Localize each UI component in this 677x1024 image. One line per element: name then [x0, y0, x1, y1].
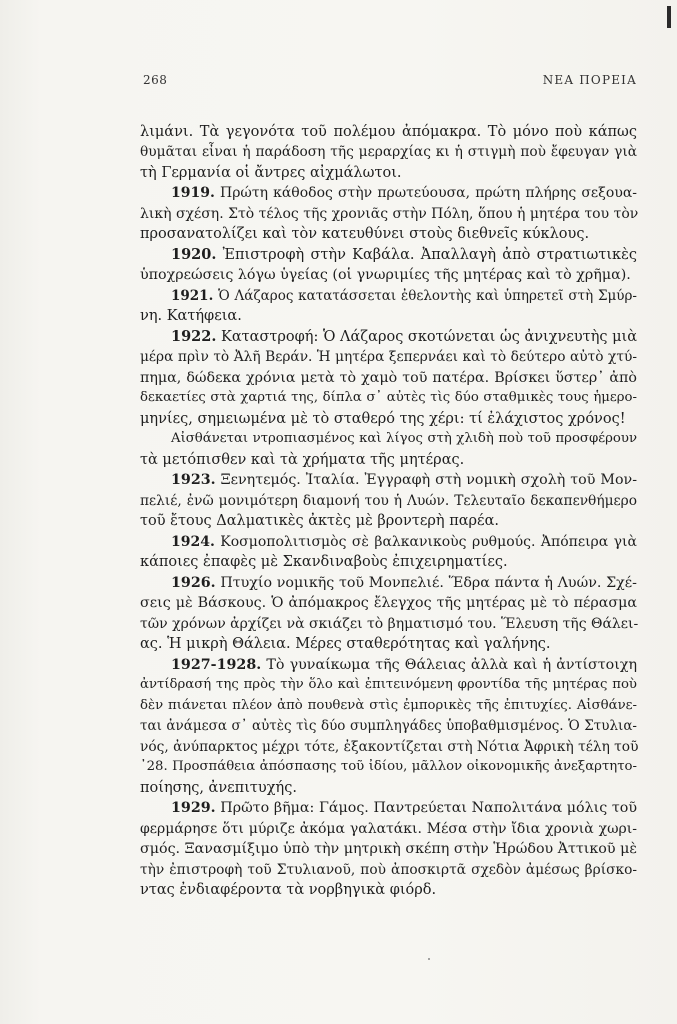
text-line: ὑποχρεώσεις λόγω ὑγείας (οἱ γνωριμίες τῆς μητέρας καὶ τὸ χρῆμα).	[140, 267, 631, 283]
text-line: 1920. Ἐπιστροφὴ στὴν Καβάλα. Ἀπαλλαγὴ ἀπὸ στρατιωτικὲς	[171, 246, 638, 263]
year-heading: 1927-1928.	[171, 657, 262, 673]
text-line: ᾽28. Προσπάθεια ἀπόσπασης τοῦ ἰδίου, μᾶλλον οἰκονομικῆς ἀνεξαρτητο-	[140, 759, 637, 774]
year-heading: 1923.	[171, 472, 216, 488]
text-line: 1921. Ὁ Λάζαρος κατατάσσεται ἐθελοντὴς καὶ ὑπηρετεῖ στὴ Σμύρ-	[171, 288, 637, 304]
running-title: ΝΕΑ ΠΟΡΕΙΑ	[542, 73, 637, 87]
text-line: μηνίες, σημειωμένα μὲ τὸ σταθερό της χέρι: τί ἐλάχιστος χρόνος!	[140, 411, 626, 427]
text-line: νη. Κατήφεια.	[140, 308, 242, 324]
paper-speck	[428, 958, 430, 960]
text-line: πημα, δώδεκα χρόνια μετὰ τὸ χαμὸ τοῦ πατέρα. Βρίσκει ὕστερ᾽ ἀπὸ	[140, 370, 637, 386]
text-line: δὲν πιάνεται πλέον ἀπὸ πουθενὰ στὶς ἐμπορικὲς τῆς ἐπιτυχίες. Αἰσθάνε-	[140, 698, 637, 713]
text-line: ας. Ἡ μικρὴ Θάλεια. Μέρες σταθερότητας καὶ γαλήνης.	[140, 636, 551, 652]
text-line: θυμᾶται εἶναι ἡ παράδοση τῆς μεραρχίας κι ἡ στιγμὴ ποὺ ἔφευγαν γιὰ	[140, 144, 637, 160]
page-number: 268	[143, 73, 168, 87]
text-line: 1924. Κοσμοπολιτισμὸς σὲ βαλκανικοὺς ρυθμούς. Ἀπόπειρα γιὰ	[171, 534, 637, 550]
text-line: μέρα πρὶν τὸ Ἀλῆ Βεράν. Ἡ μητέρα ξεπερνάει καὶ τὸ δεύτερο αὐτὸ χτύ-	[140, 349, 637, 365]
text-line: κάποιες ἐπαφὲς μὲ Σκανδιναβοὺς ἐπιχειρηματίες.	[140, 554, 508, 570]
text-line: 1926. Πτυχίο νομικῆς τοῦ Μονπελιέ. Ἕδρα πάντα ἡ Λυών. Σχέ-	[171, 575, 637, 591]
text-line: 1922. Καταστροφή: Ὁ Λάζαρος σκοτώνεται ὡς ἀνιχνευτὴς μιὰ	[171, 328, 638, 345]
year-heading: 1926.	[171, 575, 216, 591]
year-heading: 1920.	[171, 246, 217, 263]
text-line: 1919. Πρώτη κάθοδος στὴν πρωτεύουσα, πρώτη πλήρης σεξουα-	[171, 185, 638, 201]
text-line: 1927-1928. Τὸ γυναίκωμα τῆς Θάλειας ἀλλὰ καὶ ἡ ἀντίστοιχη	[171, 657, 637, 673]
year-heading: 1921.	[171, 288, 214, 304]
text-line: 1923. Ξενητεμός. Ἰταλία. Ἐγγραφὴ στὴ νομικὴ σχολὴ τοῦ Μον-	[171, 472, 638, 488]
text-line: προσανατολίζει καὶ τὸν κατευθύνει στοὺς διεθνεῖς κύκλους.	[140, 226, 590, 242]
year-heading: 1919.	[171, 185, 215, 201]
page-edge-mark	[667, 6, 671, 28]
text-line: νός, ἀνύπαρκτος μέχρι τότε, ἐξακοντίζεται στὴ Νότια Ἀφρικὴ τέλη τοῦ	[140, 739, 639, 755]
text-line: ποίησης, ἀνεπιτυχής.	[140, 780, 297, 796]
text-line: τῶν χρόνων ἀρχίζει νὰ σκιάζει τὸ βηματισμό του. Ἕλευση τῆς Θάλει-	[140, 616, 639, 632]
text-line: ἀντίδρασή της πρὸς τὴν ὅλο καὶ ἐπιτεινόμενη φροντίδα τῆς μητέρας ποὺ	[140, 677, 637, 692]
text-line: 1929. Πρῶτο βῆμα: Γάμος. Παντρεύεται Ναπολιτάνα μόλις τοῦ	[171, 800, 637, 816]
text-line: τὴ Γερμανία οἱ ἄντρες αἰχμάλωτοι.	[140, 165, 402, 181]
text-line: πελιέ, ἐνῶ μονιμότερη διαμονή του ἡ Λυών. Τελευταῖο δεκαπενθήμερο	[140, 493, 637, 509]
text-line: λιμάνι. Τὰ γεγονότα τοῦ πολέμου ἀπόμακρα. Τὸ μόνο ποὺ κάπως	[140, 124, 637, 140]
text-line: δεκαετίες στὰ χαρτιά της, δίπλα σ᾽ αὐτὲς τὶς δύο σταθμικὲς τους ἡμερο-	[140, 390, 637, 405]
text-line: ντας ἐνδιαφέροντα τὰ νορβηγικὰ φιόρδ.	[140, 882, 437, 898]
text-line: λικὴ σχέση. Στὸ τέλος τῆς χρονιᾶς στὴν Πόλη, ὅπου ἡ μητέρα του τὸν	[140, 206, 639, 222]
text-line: ται ἀνάμεσα σ᾽ αὐτὲς τὶς δύο συμπληγάδες ὑποβαθμισμένος. Ὁ Στυλια-	[140, 718, 637, 734]
text-line: Αἰσθάνεται ντροπιασμένος καὶ λίγος στὴ χλιδὴ ποὺ τοῦ προσφέρουν	[171, 431, 637, 446]
text-line: τοῦ ἔτους Δαλματικὲς ἀκτὲς μὲ βροντερὴ παρέα.	[140, 513, 499, 529]
year-heading: 1924.	[171, 534, 215, 550]
year-heading: 1922.	[171, 328, 217, 345]
text-line: σμός. Ξανασμίξιμο ὑπὸ τὴν μητρικὴ σκέπη στὴν Ἡρώδου Ἀττικοῦ μὲ	[140, 841, 637, 857]
text-line: τὰ μετόπισθεν καὶ τὰ χρήματα τῆς μητέρας.	[140, 452, 465, 468]
year-heading: 1929.	[171, 800, 216, 816]
text-line: τὴν ἐπιστροφὴ τοῦ Στυλιανοῦ, ποὺ ἀποσκιρτᾶ σχεδὸν ἀμέσως βρίσκο-	[140, 862, 637, 878]
text-line: φερμάρησε ὅτι μύριζε ἀκόμα γαλατάκι. Μέσα στὴν ἴδια χρονιὰ χωρι-	[140, 821, 637, 837]
text-line: σεις μὲ Βάσκους. Ὁ ἀπόμακρος ἔλεγχος τῆς μητέρας μὲ τὸ πέρασμα	[140, 595, 637, 611]
